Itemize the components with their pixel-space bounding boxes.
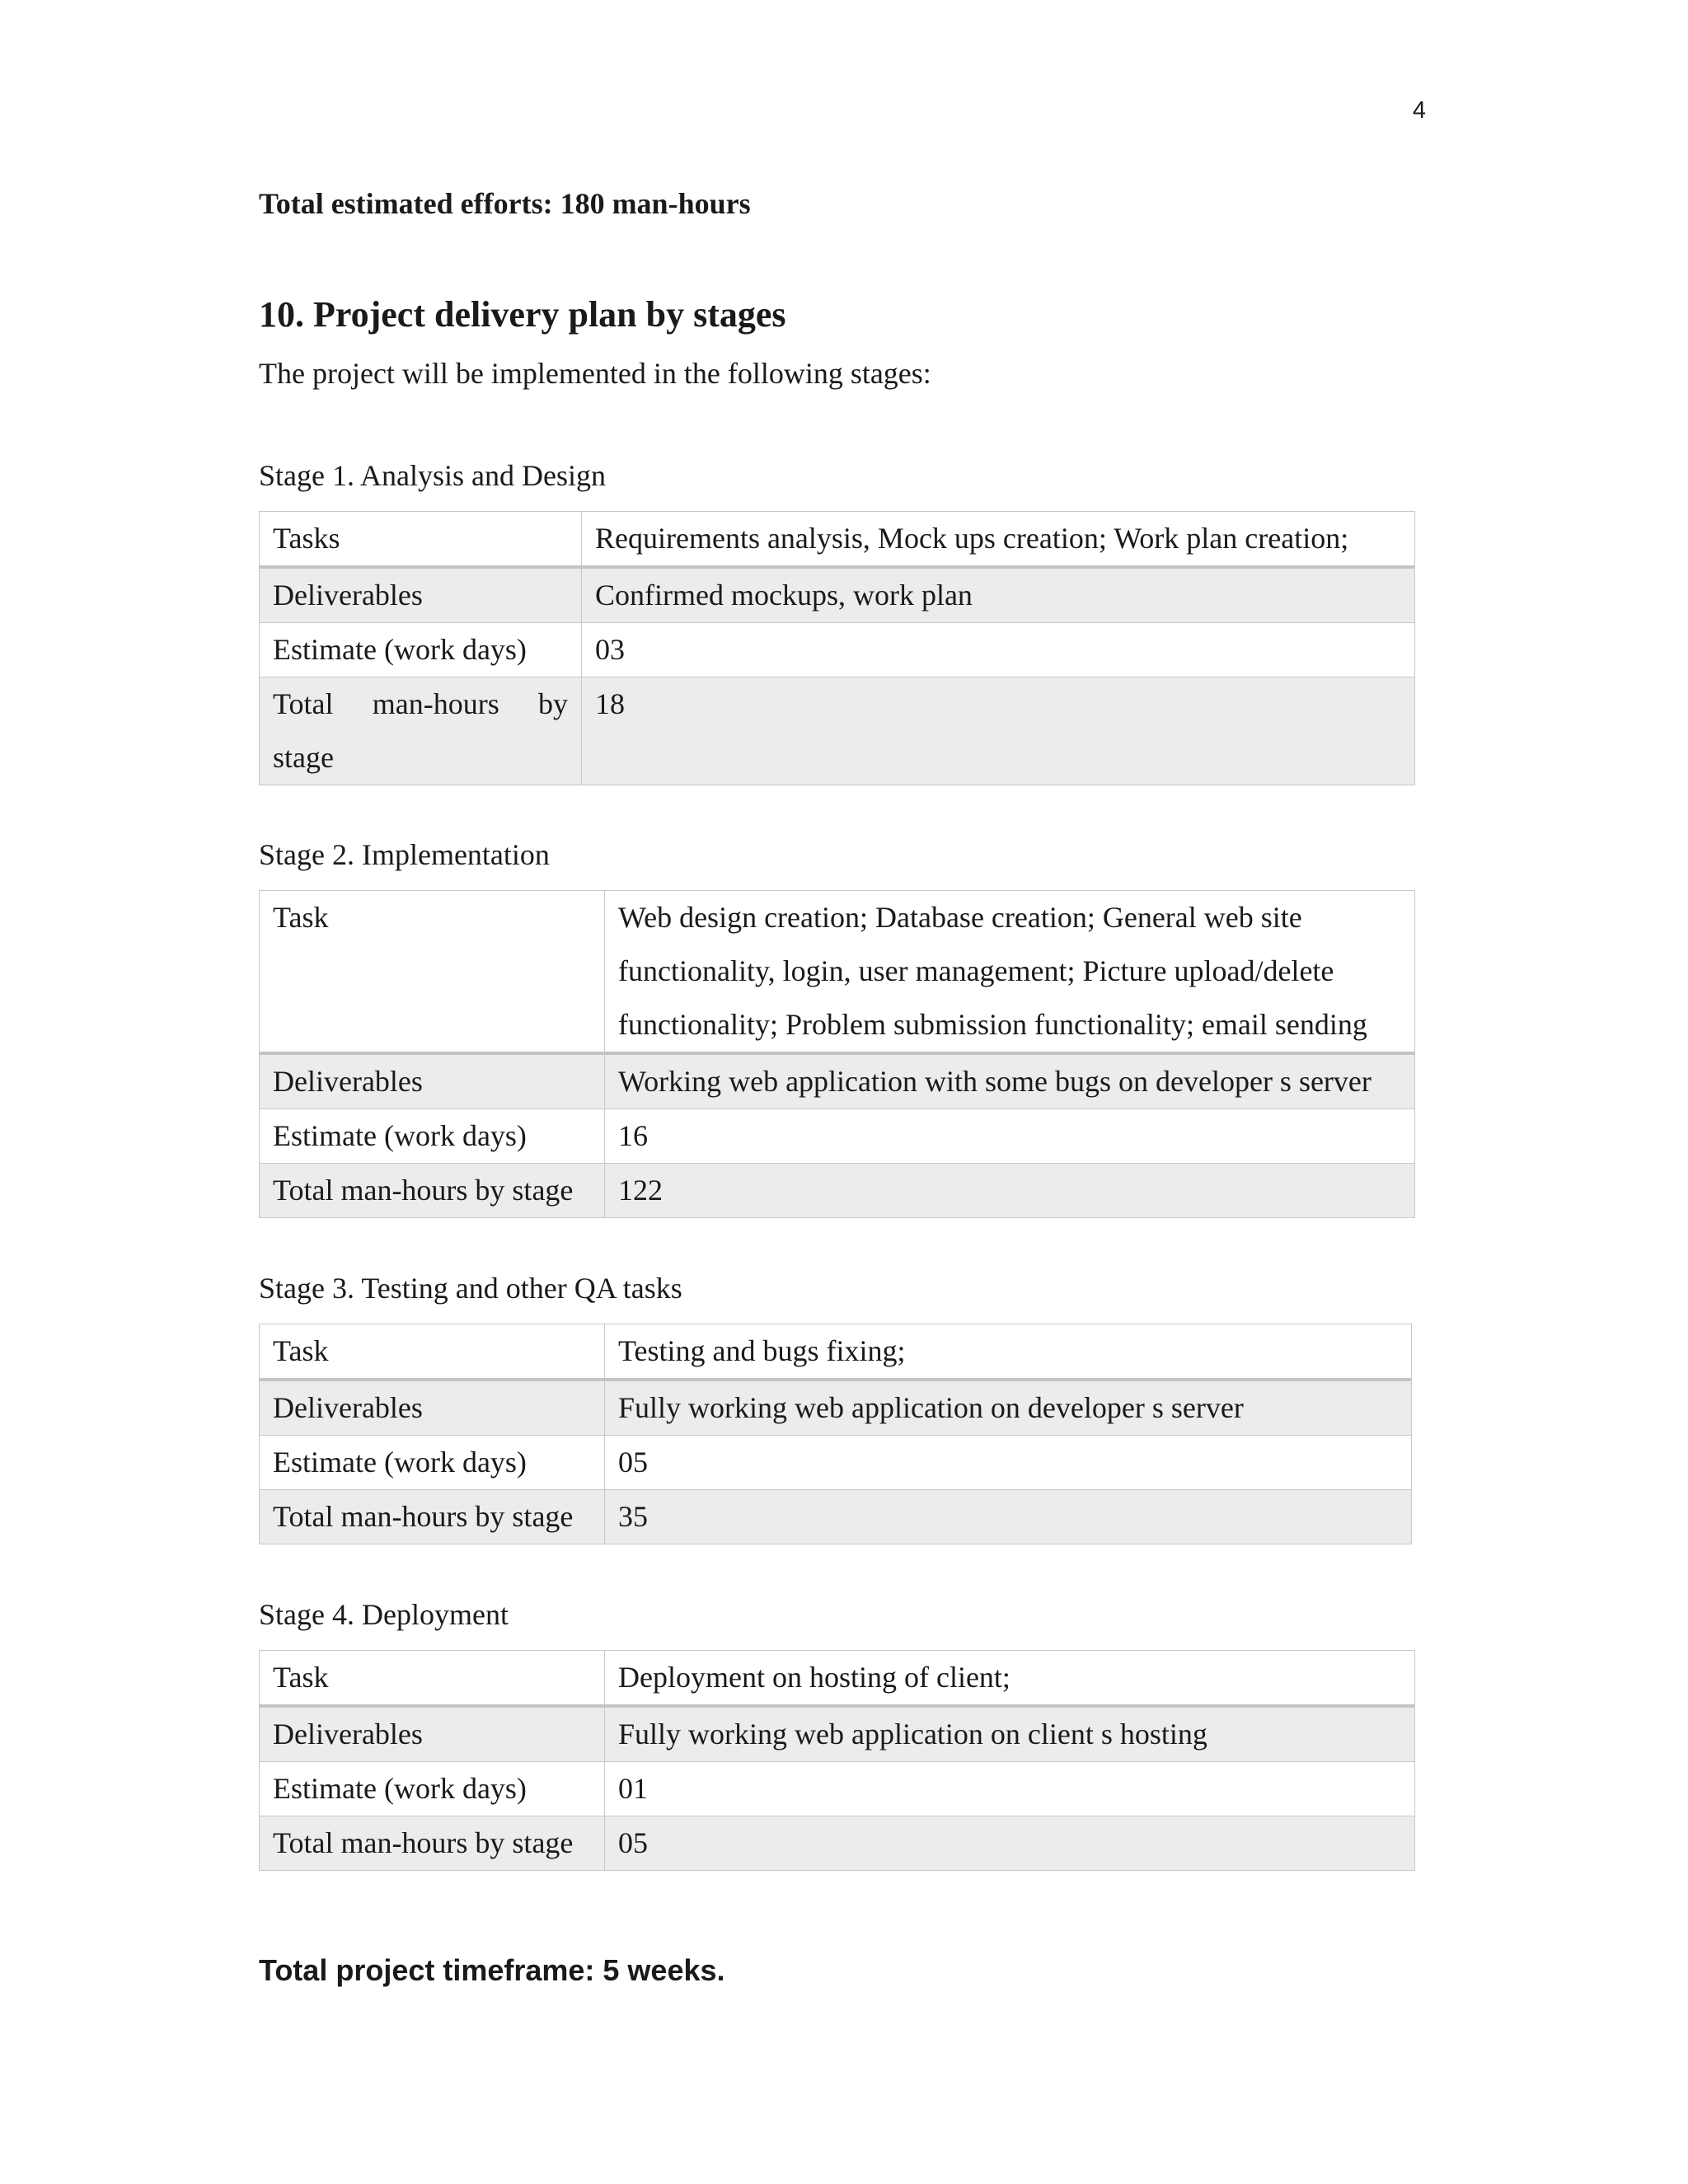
row-value: Fully working web application on developer s server	[605, 1380, 1412, 1436]
table-row-estimate	[260, 623, 1415, 677]
stage-title-3: Stage 3. Testing and other QA tasks	[259, 1272, 682, 1305]
table-row-deliverables	[260, 1380, 1412, 1436]
row-value: Fully working web application on client s hosting	[605, 1706, 1415, 1762]
row-value: Confirmed mockups, work plan	[582, 567, 1415, 623]
stage-table-3	[259, 1324, 1412, 1544]
stage-table-4	[259, 1650, 1415, 1871]
row-label: Estimate (work days)	[260, 1762, 605, 1816]
table-row-deliverables	[260, 1706, 1415, 1762]
row-value: 03	[582, 623, 1415, 677]
row-value: 122	[605, 1164, 1415, 1218]
table-row-estimate	[260, 1762, 1415, 1816]
row-label: Total man-hours by stage	[260, 1164, 605, 1218]
table-row-task	[260, 1324, 1412, 1380]
stage-title-1: Stage 1. Analysis and Design	[259, 459, 606, 492]
table-row-total-man-hours	[260, 1164, 1415, 1218]
table-row-deliverables	[260, 1053, 1415, 1109]
row-value: 05	[605, 1436, 1412, 1490]
table-row-total-man-hours	[260, 677, 1415, 785]
row-label: Estimate (work days)	[260, 1109, 605, 1164]
row-label: Estimate (work days)	[260, 1436, 605, 1490]
total-efforts-heading: Total estimated efforts: 180 man-hours	[259, 187, 751, 220]
row-value: Requirements analysis, Mock ups creation; Work plan creation;	[582, 512, 1415, 568]
row-value: 18	[582, 677, 1415, 785]
stage-table-2	[259, 890, 1415, 1218]
row-value: 01	[605, 1762, 1415, 1816]
row-label: Estimate (work days)	[260, 623, 582, 677]
table-row-estimate	[260, 1109, 1415, 1164]
page-number: 4	[1412, 97, 1426, 124]
row-label: Total man-hours by stage	[260, 1490, 605, 1544]
row-label: Deliverables	[260, 567, 582, 623]
row-value: 35	[605, 1490, 1412, 1544]
row-label: Task	[260, 1651, 605, 1707]
row-label: Task	[260, 891, 605, 1054]
table-row-total-man-hours	[260, 1490, 1412, 1544]
stage-table-1	[259, 511, 1415, 785]
row-label: Task	[260, 1324, 605, 1380]
row-label: Deliverables	[260, 1053, 605, 1109]
section-heading: 10. Project delivery plan by stages	[259, 294, 786, 335]
table-row-tasks	[260, 512, 1415, 568]
row-label: Tasks	[260, 512, 582, 568]
row-value: Web design creation; Database creation; General web site functionality, login, user management; Picture upload/delete functionality; Problem submission functionality; email sending	[605, 891, 1415, 1054]
table-row-total-man-hours	[260, 1816, 1415, 1871]
row-value: 05	[605, 1816, 1415, 1871]
row-value: 16	[605, 1109, 1415, 1164]
stage-title-4: Stage 4. Deployment	[259, 1598, 509, 1631]
stage-title-2: Stage 2. Implementation	[259, 838, 550, 871]
row-label: Total man-hours by stage	[260, 1816, 605, 1871]
row-label: Total man-hours by stage	[260, 677, 582, 785]
table-row-task	[260, 891, 1415, 1054]
intro-paragraph: The project will be implemented in the following stages:	[259, 357, 931, 390]
table-row-estimate	[260, 1436, 1412, 1490]
row-value: Testing and bugs fixing;	[605, 1324, 1412, 1380]
row-label: Deliverables	[260, 1380, 605, 1436]
table-row-deliverables	[260, 567, 1415, 623]
row-value: Deployment on hosting of client;	[605, 1651, 1415, 1707]
row-label: Deliverables	[260, 1706, 605, 1762]
table-row-task	[260, 1651, 1415, 1707]
total-timeframe: Total project timeframe: 5 weeks.	[259, 1953, 725, 1987]
row-value: Working web application with some bugs on developer s server	[605, 1053, 1415, 1109]
